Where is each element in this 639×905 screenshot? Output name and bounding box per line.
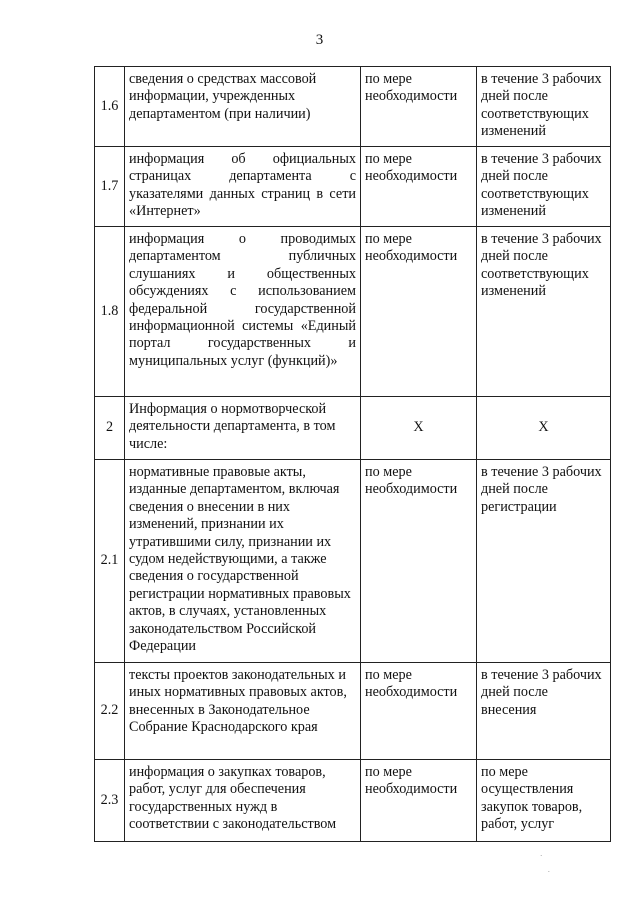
row-number: 2.1: [95, 460, 125, 663]
row-deadline: в течение 3 рабочих дней после регистрации: [477, 460, 611, 663]
row-description: информация об официальных страницах департамента с указателями данных страниц в сети «Интернет»: [125, 147, 361, 227]
scan-speck: .: [548, 866, 550, 874]
row-periodicity: по мере необходимости: [361, 147, 477, 227]
row-description: сведения о средствах массовой информации, учрежденных департаментом (при наличии): [125, 67, 361, 147]
row-deadline: по мере осуществления закупок товаров, работ, услуг: [477, 760, 611, 842]
table-row: [95, 663, 611, 760]
row-number: 1.7: [95, 147, 125, 227]
row-deadline: Х: [477, 397, 611, 460]
document-table: [94, 66, 611, 842]
row-periodicity: Х: [361, 397, 477, 460]
row-number: 2.3: [95, 760, 125, 842]
row-deadline: в течение 3 рабочих дней после внесения: [477, 663, 611, 760]
table-row: [95, 67, 611, 147]
row-description: нормативные правовые акты, изданные департаментом, включая сведения о внесении в них изменений, признании их утратившими силу, признании их судом недействующими, а также сведения о государственной регистрации нормативных правовых актов, в случаях, установленных законодательством Российской Федерации: [125, 460, 361, 663]
table-row: [95, 227, 611, 397]
row-number: 1.6: [95, 67, 125, 147]
scan-speck: ·: [540, 852, 543, 860]
row-number: 2: [95, 397, 125, 460]
row-description: информация о закупках товаров, работ, услуг для обеспечения государственных нужд в соответствии с законодательством: [125, 760, 361, 842]
row-periodicity: по мере необходимости: [361, 663, 477, 760]
row-description: тексты проектов законодательных и иных нормативных правовых актов, внесенных в Законодательное Собрание Краснодарского края: [125, 663, 361, 760]
table-row: [95, 147, 611, 227]
row-deadline: в течение 3 рабочих дней после соответствующих изменений: [477, 227, 611, 397]
row-periodicity: по мере необходимости: [361, 460, 477, 663]
row-number: 2.2: [95, 663, 125, 760]
table-row: [95, 397, 611, 460]
row-deadline: в течение 3 рабочих дней после соответствующих изменений: [477, 147, 611, 227]
row-description: Информация о нормотворческой деятельности департамента, в том числе:: [125, 397, 361, 460]
row-periodicity: по мере необходимости: [361, 67, 477, 147]
table-row: [95, 760, 611, 842]
row-periodicity: по мере необходимости: [361, 760, 477, 842]
row-periodicity: по мере необходимости: [361, 227, 477, 397]
page-number: 3: [315, 32, 324, 48]
row-deadline: в течение 3 рабочих дней после соответствующих изменений: [477, 67, 611, 147]
table-row: [95, 460, 611, 663]
row-description: информация о проводимых департаментом публичных слушаниях и общественных обсуждениях с использованием федеральной государственной информационной системы «Единый портал государственных и муниципальных услуг (функций)»: [125, 227, 361, 397]
row-number: 1.8: [95, 227, 125, 397]
